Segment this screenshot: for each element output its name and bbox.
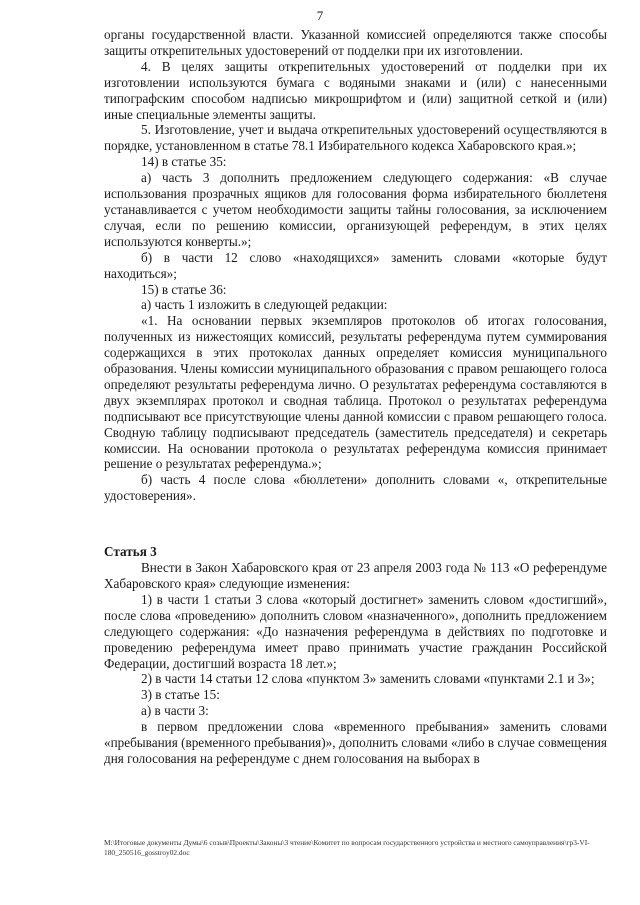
paragraph: а) в части 3: <box>141 703 209 719</box>
paragraph: б) в части 12 слово «находящихся» заменить словами «которые будут находиться»; <box>104 249 607 281</box>
paragraph: 5. Изготовление, учет и выдача открепительных удостоверений осуществляются в порядке, установленном в статье 78.1 Избирательного кодекса Хабаровского края.»; <box>104 122 607 154</box>
paragraph: 14) в статье 35: <box>141 154 227 170</box>
paragraph: Внести в Закон Хабаровского края от 23 апреля 2003 года № 113 «О референдуме Хабаровского края» следующие изменения: <box>104 560 607 591</box>
paragraph: 4. В целях защиты открепительных удостоверений от подделки при их изготовлении используются бумага с водяными знаками и (или) с нанесенными типографским способом надписью микрошрифтом и (или) защитной сеткой и (или) иные специальные элементы защиты. <box>104 58 607 122</box>
paragraph: «1. На основании первых экземпляров протоколов об итогах голосования, полученных из нижестоящих комиссий, результаты референдума путем суммирования содержащихся в этих протоколах данных определяет комиссия муниципального образования. Члены комиссии муниципального образования с правом решающего голоса определяют результаты референдума лично. О результатах референдума составляются в двух экземплярах протокол и сводная таблица. Протокол о результатах референдума подписывают все присутствующие члены данной комиссии с правом решающего голоса. Сводную таблицу подписывают председатель (заместитель председателя) и секретарь комиссии. На основании протокола о результатах референдума комиссия принимает решение о результатах референдума.»; <box>104 313 607 472</box>
amendments-block <box>104 27 607 504</box>
article-3-block <box>104 560 607 767</box>
document-file-path: M:\Итоговые документы Думы\6 созыв\Проекты\Законы\3 чтение\Комитет по вопросам государственного устройства и местного самоуправления\гр3-VI-180_250516_gosstroy02.doc <box>104 838 590 857</box>
paragraph: органы государственной власти. Указанной комиссией определяются также способы защиты открепительных удостоверений от подделки при их изготовлении. <box>104 27 607 58</box>
paragraph: 2) в части 14 статьи 12 слова «пунктом 3» заменить словами «пунктами 2.1 и 3»; <box>141 671 595 687</box>
page-number: 7 <box>316 8 324 23</box>
paragraph: 15) в статье 36: <box>141 281 227 297</box>
article-heading: Статья 3 <box>104 544 157 560</box>
paragraph: в первом предложении слова «временного пребывания» заменить словами «пребывания (временного пребывания)», дополнить словами «либо в случае совмещения дня голосования на референдуме с днем голосования на выборах в <box>104 719 607 766</box>
paragraph: б) часть 4 после слова «бюллетени» дополнить словами «, открепительные удостоверения». <box>104 472 607 504</box>
document-body <box>104 27 607 767</box>
paragraph: а) часть 1 изложить в следующей редакции: <box>141 297 388 313</box>
paragraph: 3) в статье 15: <box>141 687 220 703</box>
paragraph: а) часть 3 дополнить предложением следующего содержания: «В случае использования прозрачных ящиков для голосования форма избирательного бюллетеня устанавливается с учетом необходимости защиты тайны голосования, за исключением случая, если по решению комиссии, организующей референдум, в этих целях используются конверты.»; <box>104 170 607 249</box>
paragraph: 1) в части 1 статьи 3 слова «который достигнет» заменить словом «достигший», после слова «проведению» дополнить словом «назначенного», дополнить предложением следующего содержания: «До назначения референдума в действиях по подготовке и проведению референдума имеет право принимать участие гражданин Российской Федерации, достигший возраста 18 лет.»; <box>104 591 607 671</box>
